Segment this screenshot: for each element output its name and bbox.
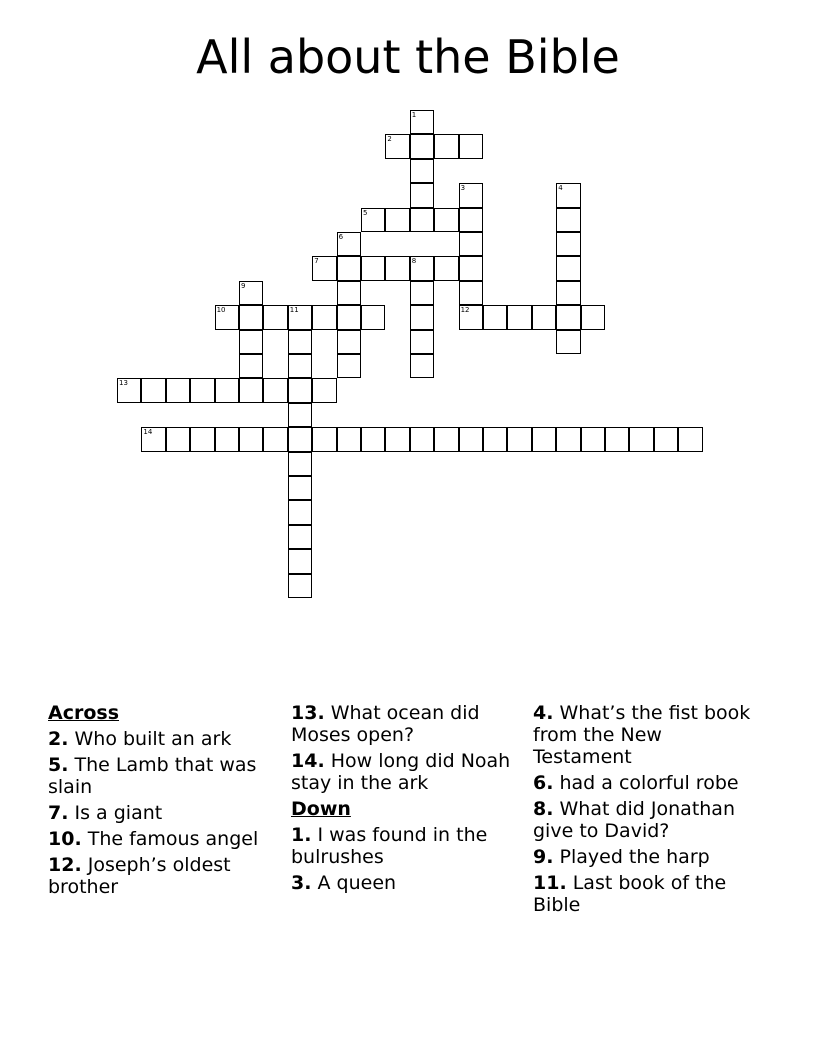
crossword-cell[interactable] <box>337 427 361 451</box>
crossword-cell[interactable] <box>361 305 385 329</box>
clue-column-3 <box>533 702 763 920</box>
crossword-cell[interactable] <box>288 500 312 524</box>
crossword-cell[interactable] <box>556 281 580 305</box>
clue-text: The Lamb that was slain <box>48 754 257 798</box>
crossword-cell[interactable] <box>141 427 165 451</box>
crossword-cell[interactable] <box>556 427 580 451</box>
crossword-cell[interactable] <box>288 574 312 598</box>
crossword-cell[interactable] <box>556 256 580 280</box>
crossword-cell[interactable] <box>239 378 263 402</box>
page-title: All about the Bible <box>196 30 620 84</box>
crossword-cell[interactable] <box>434 256 458 280</box>
crossword-cell[interactable] <box>312 256 336 280</box>
down-clue <box>291 824 521 868</box>
crossword-cell[interactable] <box>239 330 263 354</box>
crossword-cell[interactable] <box>459 427 483 451</box>
across-clue <box>48 728 278 750</box>
clue-text: Who built an ark <box>74 728 232 750</box>
clue-text: The famous angel <box>87 828 259 850</box>
crossword-cell[interactable] <box>629 427 653 451</box>
clue-number: 14. <box>291 750 325 772</box>
down-clue <box>533 772 763 794</box>
crossword-cell[interactable] <box>166 378 190 402</box>
clue-number: 13. <box>291 702 325 724</box>
crossword-cell[interactable] <box>532 305 556 329</box>
crossword-cell[interactable] <box>312 378 336 402</box>
crossword-cell[interactable] <box>337 330 361 354</box>
crossword-cell[interactable] <box>385 427 409 451</box>
crossword-cell[interactable] <box>337 232 361 256</box>
crossword-cell[interactable] <box>410 110 434 134</box>
crossword-cell[interactable] <box>239 354 263 378</box>
cell-number: 13 <box>119 379 128 388</box>
clue-column-1 <box>48 702 278 902</box>
crossword-cell[interactable] <box>581 305 605 329</box>
crossword-cell[interactable] <box>459 256 483 280</box>
clue-text: Last book of the Bible <box>533 872 727 916</box>
clue-number: 4. <box>533 702 554 724</box>
crossword-cell[interactable] <box>263 378 287 402</box>
across-clue <box>48 754 278 798</box>
cell-number: 3 <box>460 184 466 193</box>
crossword-cell[interactable] <box>288 330 312 354</box>
crossword-cell[interactable] <box>288 452 312 476</box>
cell-number: 4 <box>558 184 563 193</box>
crossword-cell[interactable] <box>385 134 409 158</box>
clue-text: Played the harp <box>559 846 710 868</box>
cell-number: 10 <box>216 306 226 315</box>
crossword-cell[interactable] <box>312 427 336 451</box>
crossword-cell[interactable] <box>410 183 434 207</box>
crossword-cell[interactable] <box>239 281 263 305</box>
crossword-cell[interactable] <box>410 330 434 354</box>
crossword-cell[interactable] <box>361 427 385 451</box>
down-clue <box>533 798 763 842</box>
crossword-cell[interactable] <box>581 427 605 451</box>
across-heading: Across <box>48 702 120 724</box>
crossword-cell[interactable] <box>337 354 361 378</box>
crossword-cell[interactable] <box>459 134 483 158</box>
crossword-cell[interactable] <box>459 232 483 256</box>
clue-text: had a colorful robe <box>559 772 739 794</box>
crossword-cell[interactable] <box>166 427 190 451</box>
clue-text: How long did Noah stay in the ark <box>291 750 511 794</box>
crossword-cell[interactable] <box>459 305 483 329</box>
crossword-cell[interactable] <box>410 208 434 232</box>
down-clue <box>291 872 521 894</box>
cell-number: 11 <box>289 306 299 315</box>
clue-number: 8. <box>533 798 554 820</box>
crossword-cell[interactable] <box>410 305 434 329</box>
cell-number: 2 <box>387 135 392 144</box>
across-clue <box>291 702 521 746</box>
crossword-cell[interactable] <box>507 427 531 451</box>
crossword-cell[interactable] <box>556 183 580 207</box>
crossword-cell[interactable] <box>288 305 312 329</box>
clue-number: 7. <box>48 802 69 824</box>
crossword-cell[interactable] <box>288 549 312 573</box>
clue-number: 6. <box>533 772 554 794</box>
cell-number: 8 <box>411 257 417 266</box>
crossword-cell[interactable] <box>556 208 580 232</box>
across-clue <box>48 802 278 824</box>
clue-number: 11. <box>533 872 567 894</box>
crossword-cell[interactable] <box>605 427 629 451</box>
down-heading: Down <box>291 798 351 820</box>
crossword-cell[interactable] <box>556 305 580 329</box>
crossword-cell[interactable] <box>215 427 239 451</box>
crossword-cell[interactable] <box>385 208 409 232</box>
crossword-cell[interactable] <box>263 305 287 329</box>
clue-number: 2. <box>48 728 69 750</box>
crossword-cell[interactable] <box>190 378 214 402</box>
crossword-cell[interactable] <box>288 427 312 451</box>
cell-number: 12 <box>460 306 470 315</box>
crossword-cell[interactable] <box>459 208 483 232</box>
crossword-cell[interactable] <box>215 378 239 402</box>
crossword-cell[interactable] <box>337 256 361 280</box>
crossword-cell[interactable] <box>410 256 434 280</box>
clue-number: 12. <box>48 854 82 876</box>
cell-number: 14 <box>143 428 153 437</box>
crossword-cell[interactable] <box>239 427 263 451</box>
crossword-cell[interactable] <box>532 427 556 451</box>
crossword-cell[interactable] <box>459 281 483 305</box>
crossword-cell[interactable] <box>410 281 434 305</box>
crossword-cell[interactable] <box>434 134 458 158</box>
cell-number: 9 <box>241 281 246 290</box>
clue-text: A queen <box>317 872 397 894</box>
clue-number: 10. <box>48 828 82 850</box>
down-clue <box>533 872 763 916</box>
crossword-cell[interactable] <box>434 208 458 232</box>
crossword-cell[interactable] <box>556 232 580 256</box>
crossword-cell[interactable] <box>288 354 312 378</box>
clue-text: What did Jonathan give to David? <box>533 798 735 842</box>
down-clue <box>533 846 763 868</box>
crossword-cell[interactable] <box>434 427 458 451</box>
crossword-cell[interactable] <box>507 305 531 329</box>
crossword-cell[interactable] <box>385 256 409 280</box>
clue-column-2 <box>291 702 521 898</box>
across-clue <box>48 828 278 850</box>
clue-text: What ocean did Moses open? <box>291 702 480 746</box>
crossword-cell[interactable] <box>141 378 165 402</box>
across-clue <box>48 854 278 898</box>
crossword-cell[interactable] <box>556 330 580 354</box>
crossword-cell[interactable] <box>459 183 483 207</box>
clue-number: 3. <box>291 872 312 894</box>
crossword-cell[interactable] <box>117 378 141 402</box>
crossword-cell[interactable] <box>337 281 361 305</box>
crossword-cell[interactable] <box>410 354 434 378</box>
crossword-cell[interactable] <box>410 134 434 158</box>
crossword-cell[interactable] <box>361 208 385 232</box>
crossword-cell[interactable] <box>215 305 239 329</box>
crossword-cell[interactable] <box>288 403 312 427</box>
crossword-cell[interactable] <box>190 427 214 451</box>
crossword-cell[interactable] <box>678 427 702 451</box>
crossword-cell[interactable] <box>288 378 312 402</box>
cell-number: 7 <box>314 257 319 266</box>
crossword-cell[interactable] <box>288 476 312 500</box>
crossword-cell[interactable] <box>263 427 287 451</box>
clue-text: I was found in the bulrushes <box>291 824 488 868</box>
cell-number: 1 <box>411 111 417 119</box>
crossword-cell[interactable] <box>654 427 678 451</box>
clue-text: What’s the fist book from the New Testament <box>533 702 751 768</box>
crossword-cell[interactable] <box>288 525 312 549</box>
crossword-cell[interactable] <box>312 305 336 329</box>
down-clue <box>533 702 763 768</box>
crossword-cell[interactable] <box>337 305 361 329</box>
cell-number: 6 <box>338 233 344 241</box>
clue-text: Joseph’s oldest brother <box>48 854 231 898</box>
clue-number: 5. <box>48 754 69 776</box>
crossword-cell[interactable] <box>410 427 434 451</box>
clue-number: 1. <box>291 824 312 846</box>
crossword-cell[interactable] <box>361 256 385 280</box>
clue-text: Is a giant <box>74 802 163 824</box>
cell-number: 5 <box>363 208 368 217</box>
crossword-cell[interactable] <box>483 305 507 329</box>
crossword-cell[interactable] <box>239 305 263 329</box>
crossword-cell[interactable] <box>410 159 434 183</box>
clue-number: 9. <box>533 846 554 868</box>
across-clue <box>291 750 521 794</box>
crossword-cell[interactable] <box>483 427 507 451</box>
